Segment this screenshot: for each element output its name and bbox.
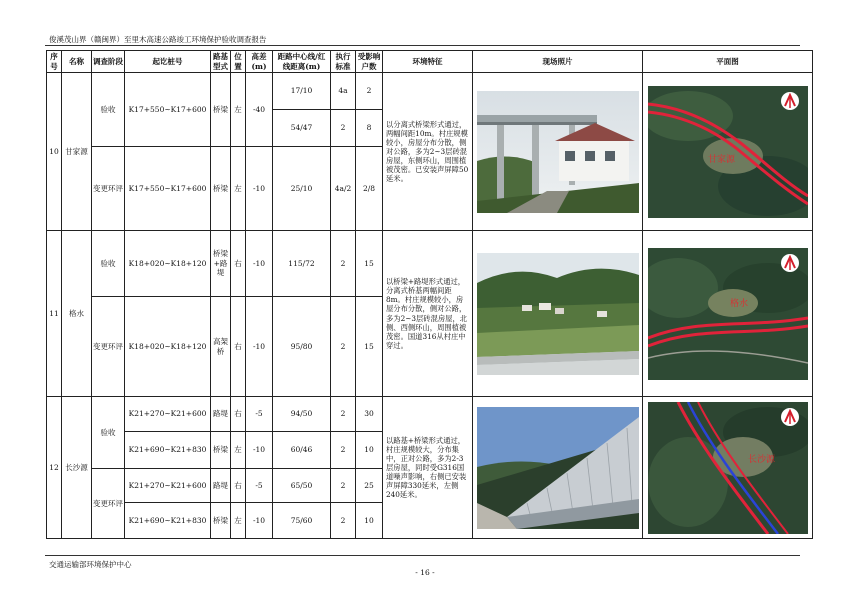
row-stake: K21+690~K21+830 bbox=[125, 432, 211, 469]
row-form: 桥梁 bbox=[211, 503, 231, 539]
table-header-row bbox=[47, 51, 813, 73]
plan-map bbox=[648, 248, 808, 380]
row-households: 2/8 bbox=[356, 147, 383, 231]
row-height: -5 bbox=[246, 469, 273, 503]
row-stake: K21+690~K21+830 bbox=[125, 503, 211, 539]
plan-map bbox=[648, 86, 808, 218]
row-standard: 2 bbox=[331, 469, 356, 503]
row-stake: K21+270~K21+600 bbox=[125, 397, 211, 432]
site-photo bbox=[477, 407, 639, 529]
row-stage: 验收 bbox=[92, 73, 125, 147]
row-distance: 115/72 bbox=[273, 231, 331, 297]
report-header-title: 俊溪茂山界（赣闽界）至里木高速公路竣工环境保护验收调查报告 bbox=[49, 35, 267, 44]
header-height: 高差(m) bbox=[246, 51, 273, 73]
row-side: 左 bbox=[231, 503, 246, 539]
row-stake: K17+550~K17+600 bbox=[125, 147, 211, 231]
row-standard: 2 bbox=[331, 110, 356, 147]
header-distance: 距路中心线/红线距离(m) bbox=[273, 51, 331, 73]
plan-map-cell bbox=[643, 231, 813, 397]
row-name: 甘家源 bbox=[62, 73, 92, 231]
plan-map-cell bbox=[643, 397, 813, 539]
row-form: 桥梁 bbox=[211, 432, 231, 469]
row-households: 30 bbox=[356, 397, 383, 432]
row-stage: 验收 bbox=[92, 397, 125, 469]
row-stake: K21+270~K21+600 bbox=[125, 469, 211, 503]
site-photo bbox=[477, 91, 639, 213]
row-distance: 17/10 bbox=[273, 73, 331, 110]
header-side: 位置 bbox=[231, 51, 246, 73]
row-households: 15 bbox=[356, 297, 383, 397]
row-side: 右 bbox=[231, 297, 246, 397]
row-distance: 94/50 bbox=[273, 397, 331, 432]
row-stake: K18+020~K18+120 bbox=[125, 231, 211, 297]
header-divider bbox=[45, 45, 800, 46]
row-height: -40 bbox=[246, 73, 273, 147]
row-stage: 验收 bbox=[92, 231, 125, 297]
row-no: 11 bbox=[47, 231, 62, 397]
site-photo-cell bbox=[473, 397, 643, 539]
footer-divider bbox=[45, 555, 800, 556]
row-distance: 25/10 bbox=[273, 147, 331, 231]
env-description: 以桥梁+路堤形式通过，分离式桥基两幅间距8m。村庄规模较小，房屋分布分散，侧对公路，多为2~3层砖混房屋，北侧、西侧环山，周围植被茂密。国道316从村庄中穿过。 bbox=[383, 231, 473, 397]
header-env: 环境特征 bbox=[383, 51, 473, 73]
env-description: 以路基+桥梁形式通过，村庄规模较大，分布集中，正对公路，多为2-3层房屋，同时受G316国道噪声影响，右侧已安装声屏障330延米，左侧240延米。 bbox=[383, 397, 473, 539]
row-side: 左 bbox=[231, 432, 246, 469]
row-households: 10 bbox=[356, 432, 383, 469]
row-side: 右 bbox=[231, 469, 246, 503]
row-height: -10 bbox=[246, 147, 273, 231]
header-standard: 执行标准 bbox=[331, 51, 356, 73]
row-stage: 变更环评 bbox=[92, 147, 125, 231]
row-form: 桥梁+路堤 bbox=[211, 231, 231, 297]
table-row bbox=[47, 397, 813, 432]
row-households: 15 bbox=[356, 231, 383, 297]
row-standard: 2 bbox=[331, 397, 356, 432]
row-height: -10 bbox=[246, 297, 273, 397]
row-households: 10 bbox=[356, 503, 383, 539]
row-standard: 2 bbox=[331, 231, 356, 297]
map-label: 甘家源 bbox=[707, 154, 735, 165]
table-row bbox=[47, 231, 813, 297]
header-name: 名称 bbox=[62, 51, 92, 73]
header-form: 路基型式 bbox=[211, 51, 231, 73]
row-form: 路堤 bbox=[211, 469, 231, 503]
row-standard: 4a/2 bbox=[331, 147, 356, 231]
row-standard: 2 bbox=[331, 297, 356, 397]
row-height: -10 bbox=[246, 432, 273, 469]
header-plan: 平面图 bbox=[643, 51, 813, 73]
row-households: 25 bbox=[356, 469, 383, 503]
row-height: -5 bbox=[246, 397, 273, 432]
plan-map bbox=[648, 402, 808, 534]
row-stake: K18+020~K18+120 bbox=[125, 297, 211, 397]
row-side: 右 bbox=[231, 397, 246, 432]
row-side: 右 bbox=[231, 231, 246, 297]
row-side: 左 bbox=[231, 73, 246, 147]
header-photo: 现场照片 bbox=[473, 51, 643, 73]
row-side: 左 bbox=[231, 147, 246, 231]
footer-org: 交通运输部环境保护中心 bbox=[49, 560, 132, 569]
row-distance: 65/50 bbox=[273, 469, 331, 503]
env-description: 以分离式桥梁形式通过，两幅间距10m。村庄规模较小，房屋分布分散，侧对公路，多为2~3层砖混房屋，东侧环山，周围植被茂密。已安装声屏障50延米。 bbox=[383, 73, 473, 231]
site-photo-cell bbox=[473, 231, 643, 397]
row-name: 长沙源 bbox=[62, 397, 92, 539]
row-households: 2 bbox=[356, 73, 383, 110]
row-distance: 60/46 bbox=[273, 432, 331, 469]
header-households: 受影响户数 bbox=[356, 51, 383, 73]
site-photo bbox=[477, 253, 639, 375]
row-standard: 2 bbox=[331, 432, 356, 469]
page-number: - 16 - bbox=[415, 568, 435, 577]
map-label: 格水 bbox=[729, 298, 748, 309]
header-stage: 调查阶段 bbox=[92, 51, 125, 73]
table-row bbox=[47, 73, 813, 110]
header-no: 序号 bbox=[47, 51, 62, 73]
row-stage: 变更环评 bbox=[92, 297, 125, 397]
site-photo-cell bbox=[473, 73, 643, 231]
row-height: -10 bbox=[246, 503, 273, 539]
row-form: 桥梁 bbox=[211, 73, 231, 147]
row-height: -10 bbox=[246, 231, 273, 297]
header-stake: 起讫桩号 bbox=[125, 51, 211, 73]
row-households: 8 bbox=[356, 110, 383, 147]
row-form: 桥梁 bbox=[211, 147, 231, 231]
row-form: 高架桥 bbox=[211, 297, 231, 397]
map-label: 长沙源 bbox=[747, 454, 775, 465]
row-distance: 54/47 bbox=[273, 110, 331, 147]
row-standard: 2 bbox=[331, 503, 356, 539]
survey-table bbox=[46, 50, 813, 539]
row-form: 路堤 bbox=[211, 397, 231, 432]
row-no: 12 bbox=[47, 397, 62, 539]
row-distance: 75/60 bbox=[273, 503, 331, 539]
row-no: 10 bbox=[47, 73, 62, 231]
plan-map-cell bbox=[643, 73, 813, 231]
row-name: 格水 bbox=[62, 231, 92, 397]
row-standard: 4a bbox=[331, 73, 356, 110]
row-distance: 95/80 bbox=[273, 297, 331, 397]
row-stage: 变更环评 bbox=[92, 469, 125, 539]
row-stake: K17+550~K17+600 bbox=[125, 73, 211, 147]
